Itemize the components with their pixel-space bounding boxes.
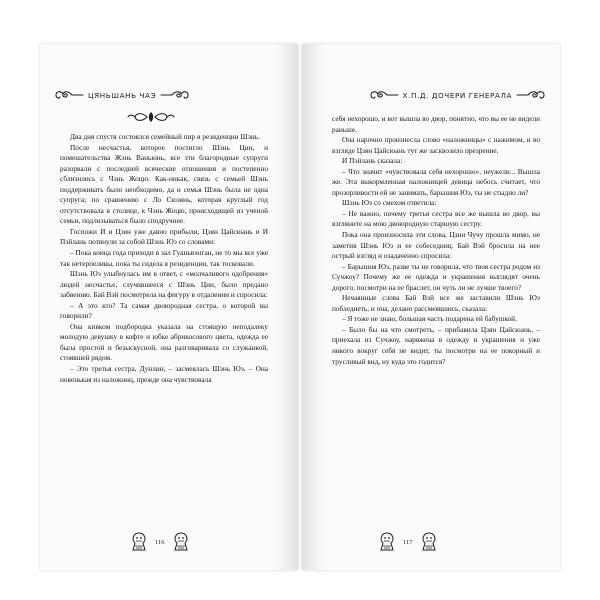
paragraph: Шэнь Юэ улыбнулась им в ответ, с «молчаливого одобрения» людей несчастье, случившееся с Шэнь Цин, было предано забвению. Бай Вэй посмотрела на фигуру в отдалении и спросила: (60, 269, 268, 300)
page-number: 117 (403, 538, 413, 546)
running-head: ЦЯНЬШАНЬ ЧАЭ (88, 90, 157, 100)
paragraph: Она кивком подбородка указала на стоящую неподалеку молодую девушку в кофте и юбке абрикосового цвета, одежда ее была простой и безыскусной, она разговаривала со служанкой, стоявшей рядом. (60, 321, 268, 363)
scroll-ornament-icon (516, 89, 546, 101)
running-head: Х.П.Д. ДОЧЕРИ ГЕНЕРАЛА (402, 90, 512, 100)
paragraph: – Я тоже не знаю, большая часть подарена ей бабушкой. (342, 314, 517, 324)
paragraph: Госпожи И и Цзян уже давно прибыли, Цзян Цайсюань и И Пэйлань потянули за собой Шэнь Юэ со словами: (60, 226, 268, 247)
paragraph: – Барышня Юэ, разве ты не говорила, что твоя сестра родом из Сучжоу? Почему же ее одежда и украшения выглядят очень дорого, посмотри на ее браслет, он чуть ли не лучше твоего? (332, 261, 540, 292)
fleuron-divider-icon (126, 110, 176, 124)
right-page-footer (378, 532, 438, 552)
right-page (302, 44, 560, 570)
paragraph: Шэнь Юэ со смехом ответила: (342, 198, 437, 208)
guardian-lion-icon (378, 532, 396, 552)
left-page-footer (130, 532, 190, 552)
paragraph: Пока она произносила эти слова, Цзин Чучу прошла мимо, не заметив Шэнь Юэ и ее собеседниц. Бай Вэй бросила на нее острый взгляд и озадаченно спросила: (332, 230, 540, 261)
right-running-header (369, 88, 546, 102)
guardian-lion-icon (172, 532, 190, 552)
paragraph: Она нарочно произнесла слово «наложницы» с нажимом, и во взгляде Цзян Цайсюань тут же засквозило презрение. (332, 135, 540, 155)
gutter-shadow (302, 44, 324, 570)
paragraph: И Пэйлань сказала: (342, 156, 403, 166)
paragraph: – А это кто? Та самая двоюродная сестра, о которой вы говорили? (60, 300, 268, 321)
page-number: 116 (155, 538, 165, 546)
left-page (40, 44, 298, 570)
guardian-lion-icon (130, 532, 148, 552)
paragraph: – Что значит «чувствовала себя нехорошо», неужели... Вышла же. Эта выкормленная наложницей девица небось считает, что прозорливости ей не занимать, барышня Юэ, ты не стыдно ли? (332, 166, 540, 197)
scroll-ornament-icon (369, 89, 399, 101)
guardian-lion-icon (420, 532, 438, 552)
paragraph: Нечаянные слова Бай Вэй все же заставили Шэнь Юэ побледнеть, и она, делано рассмеявшись, сказала: (332, 293, 540, 313)
paragraph: себя нехорошо, и вот вышла во двор, понятно, что вы ее не видели раньше. (332, 114, 540, 134)
paragraph: Два дня спустя состоялся семейный пир в резиденции Шэнь. (70, 132, 260, 141)
scroll-ornament-icon (160, 89, 190, 101)
left-running-header (54, 88, 190, 102)
paragraph: После несчастья, которое постигло Шэнь Цин, и помешательства Жэнь Ваньюнь, все эти благородные супруги разорвали с последней всяческие отношения и постепенно сблизились с Чэнь Жоцю. Как-никак, связь с семьей Шэнь поддерживать было необходимо, да и семья Шэнь была не одна супруга; по сравнению с Ло Сюэянь, которая круглый год отсутствовала в столице, к Чэнь Жоцю, происходящей из ученой семьи, подлизываться было сподручнее. (60, 142, 268, 226)
right-body-text (332, 114, 540, 367)
scroll-ornament-icon (54, 89, 84, 101)
gutter-shadow (276, 44, 298, 570)
left-body-text (60, 132, 268, 385)
paragraph: – Не важно, почему третья сестра все же вышла во двор, вы взгляните на мою двоюродную старшую сестру. (332, 208, 540, 229)
paragraph: – Пока конца года приходи в зал Гуаньвэнтан, не то мы все уже так нетерпеливы, пока ты сидела в резиденции, так тосковали. (60, 248, 268, 268)
paragraph: – Это третья сестра, Дунлин, – засмеялась Шэнь Юэ. – Она новенькая из наложниц, прежде она чувствовала (60, 364, 268, 384)
paragraph: – Было бы на что смотреть, – прибавила Цзян Цайсюань, – приехала из Сучжоу, наряжена в одежду и украшения и уже никого вокруг себя не видит, ты посмотри на ее покорный и трусливый вид, ну куда это годится? (332, 324, 540, 366)
